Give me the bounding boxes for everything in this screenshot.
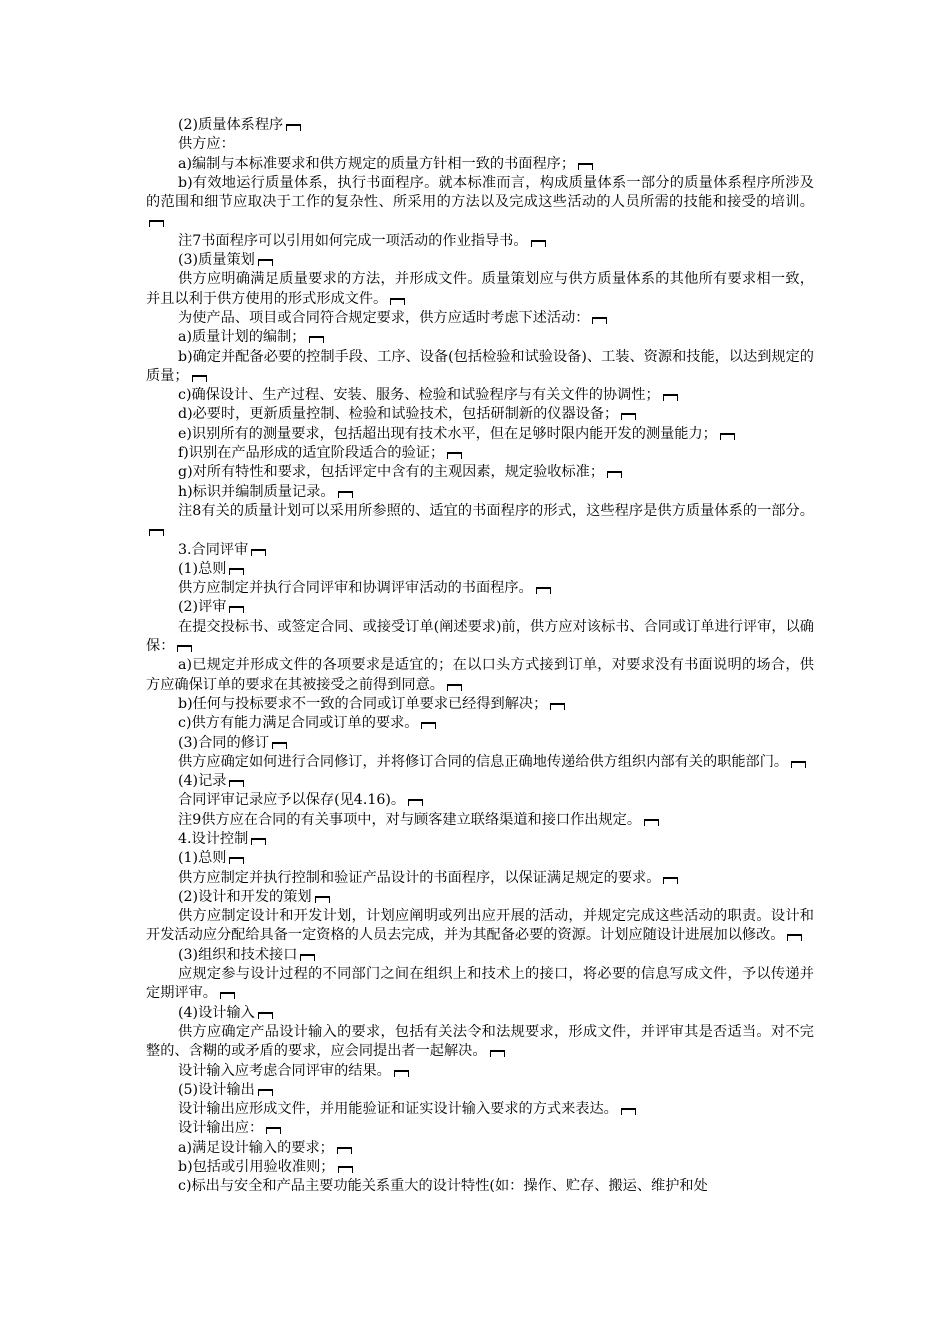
paragraph-mark-icon (229, 779, 244, 786)
paragraph-text: 供方应制定并执行合同评审和协调评审活动的书面程序。 (178, 580, 533, 597)
paragraph-text: 设计输入应考虑合同评审的结果。 (178, 1062, 391, 1079)
paragraph-mark-icon (621, 1107, 636, 1114)
paragraph (146, 811, 814, 830)
paragraph (146, 541, 814, 560)
paragraph-mark-icon (394, 1069, 409, 1076)
paragraph (146, 348, 814, 387)
paragraph-mark-icon (192, 374, 207, 381)
paragraph-text: 供方应明确满足质量要求的方法，并形成文件。质量策划应与供方质量体系的其他所有要求相一致，并且以利于供方使用的形式形成文件。 (146, 271, 814, 307)
paragraph (146, 598, 814, 617)
paragraph-text: f)识别在产品形成的适宜阶段适合的验证； (178, 445, 445, 462)
paragraph-mark-icon (663, 876, 678, 883)
paragraph-text: (1)总则 (178, 560, 227, 577)
paragraph-mark-icon (177, 644, 192, 651)
paragraph (146, 695, 814, 714)
paragraph-text: c)标出与安全和产品主要功能关系重大的设计特性(如：操作、贮存、搬运、维护和处 (178, 1178, 708, 1195)
paragraph (146, 116, 814, 135)
paragraph-mark-icon (258, 258, 273, 265)
paragraph-mark-icon (337, 1146, 352, 1153)
paragraph-mark-icon (229, 856, 244, 863)
paragraph (146, 1119, 814, 1138)
paragraph-text: (3)质量策划 (178, 252, 255, 269)
paragraph-text: (2)设计和开发的策划 (178, 888, 312, 905)
paragraph (146, 425, 814, 444)
paragraph-text: a)满足设计输入的要求； (178, 1139, 334, 1156)
paragraph (146, 791, 814, 810)
paragraph-mark-icon (787, 933, 802, 940)
paragraph (146, 965, 814, 1004)
paragraph-text: (1)总则 (178, 850, 227, 867)
paragraph-mark-icon (220, 991, 235, 998)
paragraph-text: 合同评审记录应予以保存(见4.16)。 (178, 792, 406, 809)
paragraph-text: a)质量计划的编制； (178, 329, 306, 346)
paragraph-text: 为使产品、项目或合同符合规定要求，供方应适时考虑下述活动： (178, 309, 590, 326)
paragraph-mark-icon (531, 239, 546, 246)
paragraph-mark-icon (550, 702, 565, 709)
paragraph-text: d)必要时，更新质量控制、检验和试验技术，包括研制新的仪器设备； (178, 406, 619, 423)
paragraph-text: 在提交投标书、或签定合同、或接受订单(阐述要求)前，供方应对该标书、合同或订单进行评审，以确保： (146, 618, 814, 655)
paragraph-mark-icon (536, 586, 551, 593)
document-body (146, 116, 814, 1197)
paragraph-text: (2)质量体系程序 (178, 117, 284, 133)
paragraph-mark-icon (338, 490, 353, 497)
paragraph-text: 3.合同评审 (178, 541, 249, 558)
paragraph-mark-icon (447, 683, 462, 690)
paragraph-text: 供方应： (178, 136, 235, 153)
paragraph-text: c)供方有能力满足合同或订单的要求。 (178, 715, 419, 732)
paragraph (146, 560, 814, 579)
paragraph (146, 1004, 814, 1023)
paragraph (146, 328, 814, 347)
paragraph-mark-icon (421, 721, 436, 728)
paragraph (146, 1158, 814, 1177)
paragraph (146, 174, 814, 232)
paragraph (146, 251, 814, 270)
paragraph-mark-icon (490, 1049, 505, 1056)
paragraph-mark-icon (258, 1011, 273, 1018)
paragraph (146, 1139, 814, 1158)
paragraph (146, 869, 814, 888)
paragraph (146, 714, 814, 733)
paragraph-text: c)确保设计、生产过程、安装、服务、检验和试验程序与有关文件的协调性； (178, 387, 660, 404)
paragraph (146, 155, 814, 174)
paragraph-mark-icon (229, 567, 244, 574)
paragraph-mark-icon (338, 1165, 353, 1172)
paragraph (146, 232, 814, 251)
paragraph-text: b)有效地运行质量体系，执行书面程序。就本标准而言，构成质量体系一部分的质量体系程序所涉及的范围和细节应取决于工作的复杂性、所采用的方法以及完成这些活动的人员所需的技能和接受的培训。 (146, 174, 814, 211)
paragraph (146, 309, 814, 328)
paragraph (146, 386, 814, 405)
paragraph-mark-icon (258, 1088, 273, 1095)
paragraph (146, 444, 814, 463)
paragraph-mark-icon (251, 548, 266, 555)
paragraph-mark-icon (408, 798, 423, 805)
paragraph (146, 888, 814, 907)
paragraph (146, 849, 814, 868)
paragraph-text: 注9供方应在合同的有关事项中，对与顾客建立联络渠道和接口作出规定。 (178, 811, 642, 828)
paragraph (146, 483, 814, 502)
paragraph-text: b)任何与投标要求不一致的合同或订单要求已经得到解决； (178, 695, 548, 712)
paragraph-text: (2)评审 (178, 599, 227, 616)
paragraph (146, 405, 814, 424)
paragraph-text: (5)设计输出 (178, 1081, 255, 1098)
paragraph (146, 1100, 814, 1119)
paragraph-text: 注8有关的质量计划可以采用所参照的、适宜的书面程序的形式，这些程序是供方质量体系的一部分。 (178, 502, 814, 519)
paragraph-mark-icon (251, 837, 266, 844)
paragraph-text: 4.设计控制 (178, 830, 249, 847)
paragraph-text: (3)合同的修订 (178, 734, 270, 751)
paragraph-mark-icon (390, 297, 405, 304)
paragraph-text: 供方应确定如何进行合同修订，并将修订合同的信息正确地传递给供方组织内部有关的职能部门。 (178, 753, 789, 770)
paragraph-text: 供方应确定产品设计输入的要求，包括有关法令和法规要求，形成文件，并评审其是否适当。对不完整的、含糊的或矛盾的要求，应会同提出者一起解决。 (146, 1023, 814, 1060)
paragraph (146, 753, 814, 772)
paragraph-text: (4)设计输入 (178, 1004, 255, 1021)
paragraph-text: b)确定并配备必要的控制手段、工序、设备(包括检验和试验设备)、工装、资源和技能，以达到规定的质量； (146, 348, 814, 384)
paragraph-mark-icon (447, 451, 462, 458)
paragraph-text: g)对所有特性和要求，包括评定中含有的主观因素，规定验收标准； (178, 464, 605, 481)
paragraph-text: e)识别所有的测量要求，包括超出现有技术水平，但在足够时限内能开发的测量能力； (178, 425, 717, 442)
paragraph-text: 供方应制定并执行控制和验证产品设计的书面程序，以保证满足规定的要求。 (178, 869, 661, 886)
paragraph (146, 656, 814, 695)
paragraph (146, 463, 814, 482)
paragraph-mark-icon (663, 393, 678, 400)
paragraph-mark-icon (607, 470, 622, 477)
paragraph-mark-icon (286, 123, 301, 130)
paragraph-mark-icon (272, 741, 287, 748)
paragraph-mark-icon (720, 432, 735, 439)
paragraph-text: 供方应制定设计和开发计划，计划应阐明或列出应开展的活动，并规定完成这些活动的职责。设计和开发活动应分配给具备一定资格的人员去完成，并为其配备必要的资源。计划应随设计进展加以修改。 (146, 908, 814, 944)
paragraph (146, 618, 814, 657)
paragraph-mark-icon (578, 162, 593, 169)
paragraph-mark-icon (791, 760, 806, 767)
paragraph-text: 设计输出应： (178, 1120, 264, 1137)
paragraph-mark-icon (266, 1126, 281, 1133)
paragraph-mark-icon (592, 316, 607, 323)
paragraph (146, 907, 814, 946)
paragraph-mark-icon (149, 219, 164, 226)
paragraph-text: 设计输出应形成文件，并用能验证和证实设计输入要求的方式来表达。 (178, 1101, 618, 1118)
paragraph (146, 1023, 814, 1062)
paragraph (146, 1177, 814, 1196)
paragraph (146, 830, 814, 849)
paragraph-mark-icon (621, 412, 636, 419)
paragraph-mark-icon (300, 953, 315, 960)
paragraph (146, 772, 814, 791)
paragraph-text: a)编制与本标准要求和供方规定的质量方针相一致的书面程序； (178, 155, 576, 172)
paragraph-mark-icon (229, 605, 244, 612)
paragraph-text: (4)记录 (178, 773, 227, 790)
paragraph-mark-icon (309, 335, 324, 342)
paragraph (146, 1062, 814, 1081)
paragraph (146, 946, 814, 965)
paragraph (146, 135, 814, 154)
paragraph-text: h)标识并编制质量记录。 (178, 483, 335, 500)
paragraph (146, 579, 814, 598)
paragraph-mark-icon (315, 895, 330, 902)
paragraph-text: 注7书面程序可以引用如何完成一项活动的作业指导书。 (178, 232, 528, 249)
paragraph-text: b)包括或引用验收准则； (178, 1159, 335, 1176)
paragraph (146, 1081, 814, 1100)
paragraph-text: 应规定参与设计过程的不同部门之间在组织上和技术上的接口，将必要的信息写成文件，予以传递并定期评审。 (146, 966, 814, 1002)
paragraph-mark-icon (149, 528, 164, 535)
paragraph-text: (3)组织和技术接口 (178, 946, 298, 963)
paragraph (146, 734, 814, 753)
paragraph-text: a)已规定并形成文件的各项要求是适宜的；在以口头方式接到订单，对要求没有书面说明的场合，供方应确保订单的要求在其被接受之前得到同意。 (146, 657, 814, 693)
paragraph (146, 270, 814, 309)
paragraph-mark-icon (644, 818, 659, 825)
paragraph (146, 502, 814, 541)
